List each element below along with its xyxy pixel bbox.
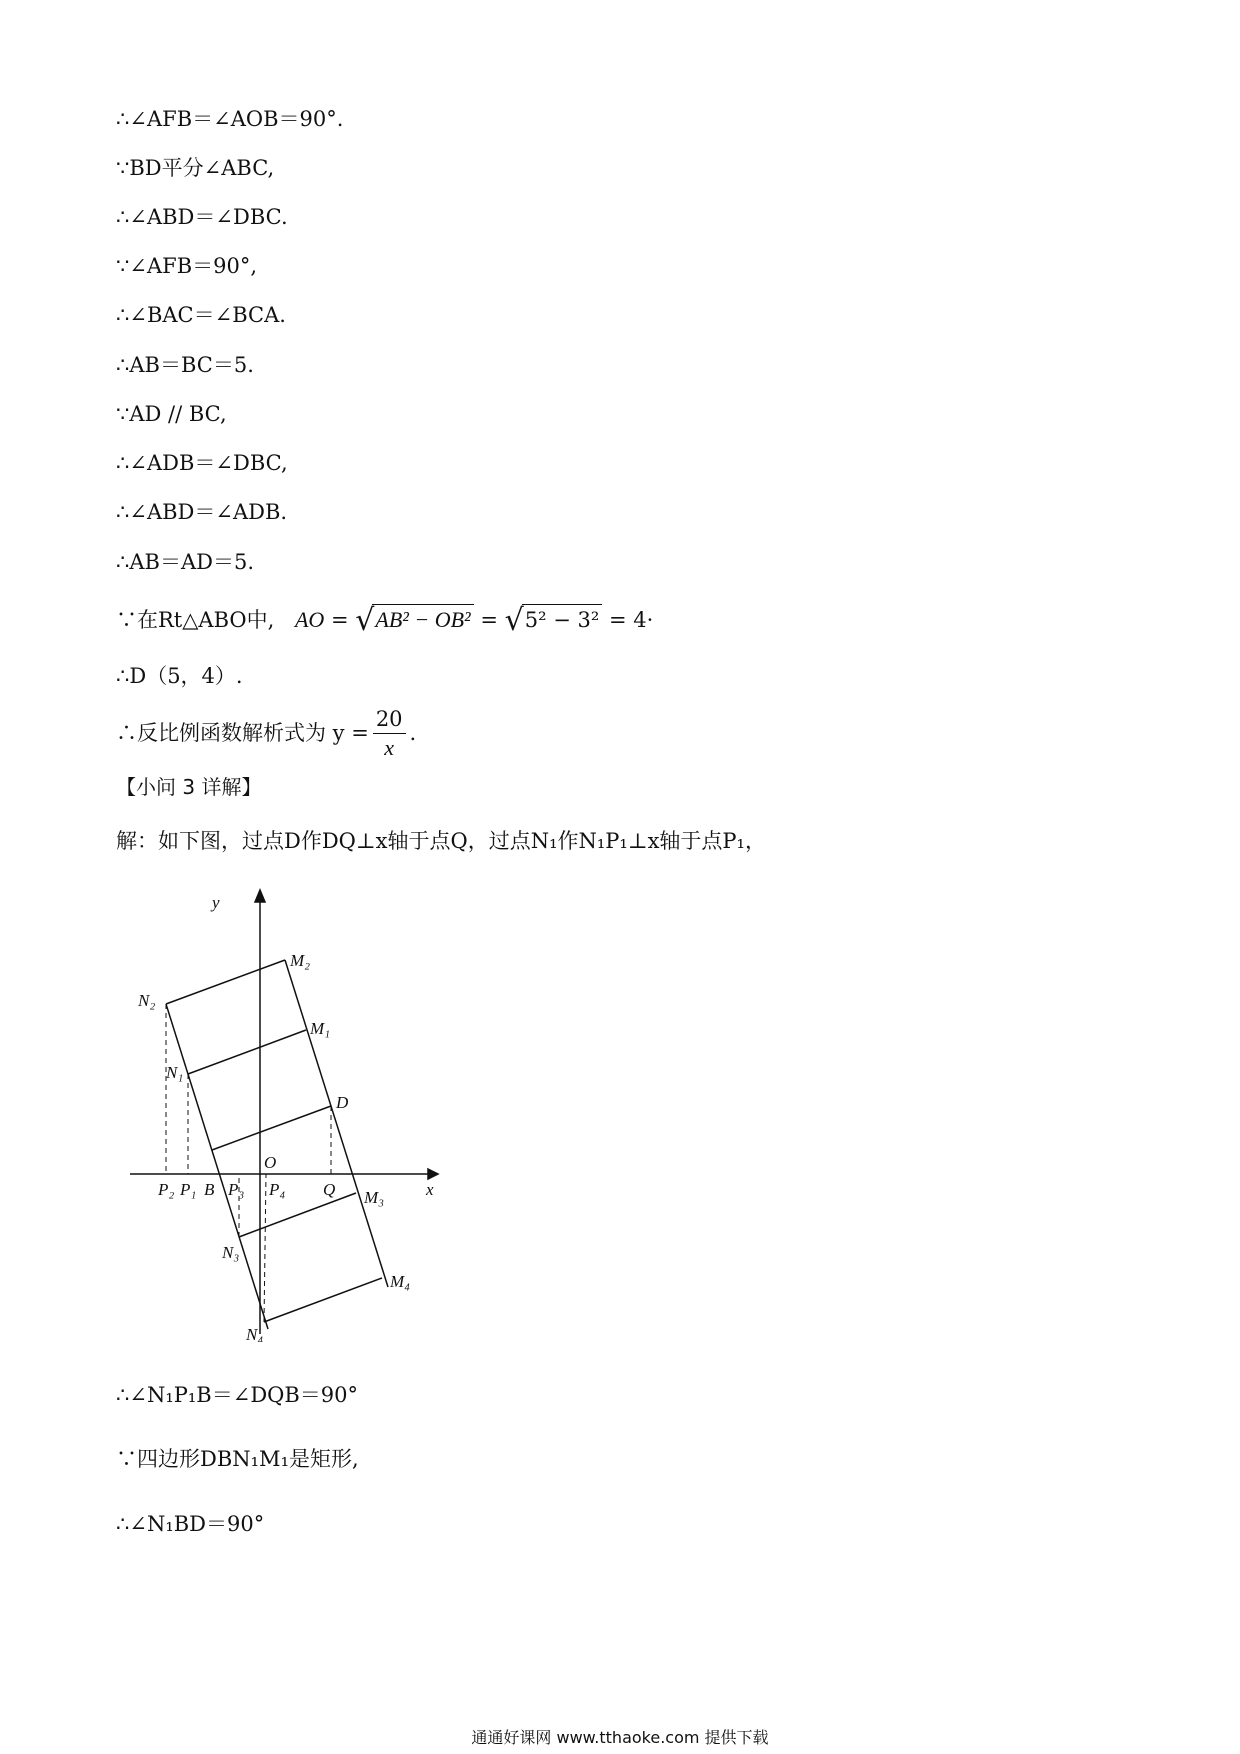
label-m2: M₂ — [290, 951, 311, 970]
label-m3: M₃ — [364, 1188, 385, 1207]
inverse-prefix: ∴反比例函数解析式为 y = — [116, 721, 369, 745]
proof-line-10: ∴AB＝AD＝5. — [116, 550, 254, 574]
label-n4: N₄ — [246, 1325, 264, 1342]
after-line-3: ∴∠N₁BD＝90° — [116, 1512, 265, 1536]
after-line-2: ∵四边形DBN₁M₁是矩形, — [116, 1447, 359, 1471]
pythagoras-result: 4 — [633, 608, 647, 632]
label-x: x — [426, 1180, 434, 1199]
label-n2: N₂ — [138, 991, 156, 1010]
radicand-2: 5² − 3² — [522, 604, 603, 635]
solution-intro: 解：如下图，过点D作DQ⊥x轴于点Q，过点N₁作N₁P₁⊥x轴于点P₁， — [116, 829, 766, 853]
label-m4: M₄ — [390, 1272, 411, 1291]
proof-line-8: ∴∠ADB＝∠DBC, — [116, 451, 288, 475]
after-line-1: ∴∠N₁P₁B＝∠DQB＝90° — [116, 1383, 359, 1407]
label-p2: P₂ — [158, 1180, 175, 1199]
fraction-numerator: 20 — [373, 705, 406, 734]
line-n2-n4 — [166, 1004, 268, 1329]
pythagoras-line: ∵在Rt△ABO中, AO = √AB² − OB² = √5² − 3² = 4· — [116, 603, 654, 638]
geometry-figure — [128, 882, 448, 1342]
fraction-denominator: x — [384, 734, 395, 760]
y-axis-arrow — [255, 890, 265, 902]
radicand-1: AB² − OB² — [372, 604, 473, 635]
segment-n2-m2 — [166, 960, 285, 1004]
proof-line-9: ∴∠ABD＝∠ADB. — [116, 500, 288, 524]
inverse-function-line: ∴反比例函数解析式为 y = $\frac{20}{x}$ . — [116, 706, 417, 760]
segment-n1-m1 — [188, 1030, 306, 1074]
label-d: D — [336, 1093, 349, 1112]
label-p1: P₁ — [180, 1180, 197, 1199]
section-title: 【小问 3 详解】 — [116, 775, 262, 799]
point-d-line: ∴D（5，4）. — [116, 664, 243, 688]
label-n3: N₃ — [222, 1243, 240, 1262]
label-y: y — [212, 893, 220, 912]
proof-line-2: ∵BD平分∠ABC, — [116, 156, 275, 180]
line-m2-m4 — [285, 960, 388, 1287]
segment-n3-m3 — [239, 1193, 356, 1237]
proof-line-5: ∴∠BAC＝∠BCA. — [116, 303, 286, 327]
label-p3: P₃ — [228, 1180, 245, 1199]
dash-n4-p4 — [264, 1174, 266, 1322]
label-m1: M₁ — [310, 1019, 331, 1038]
segment-b-d — [212, 1106, 331, 1150]
label-o: O — [264, 1153, 277, 1172]
proof-line-1: ∴∠AFB＝∠AOB＝90°. — [116, 107, 344, 131]
proof-line-4: ∵∠AFB＝90°, — [116, 254, 258, 278]
page-footer: 通通好课网 www.tthaoke.com 提供下载 — [471, 1728, 769, 1747]
segment-n4-m4 — [264, 1278, 382, 1322]
proof-line-6: ∴AB＝BC＝5. — [116, 353, 254, 377]
x-axis-arrow — [428, 1169, 438, 1179]
label-n1: N₁ — [166, 1063, 184, 1082]
proof-line-7: ∵AD // BC, — [116, 402, 227, 426]
proof-line-3: ∴∠ABD＝∠DBC. — [116, 205, 288, 229]
label-q: Q — [323, 1180, 336, 1199]
pythagoras-lhs: AO — [294, 607, 325, 632]
pythagoras-prefix: ∵在Rt△ABO中, — [116, 608, 275, 632]
label-b: B — [204, 1180, 215, 1199]
label-p4: P₄ — [269, 1180, 286, 1199]
